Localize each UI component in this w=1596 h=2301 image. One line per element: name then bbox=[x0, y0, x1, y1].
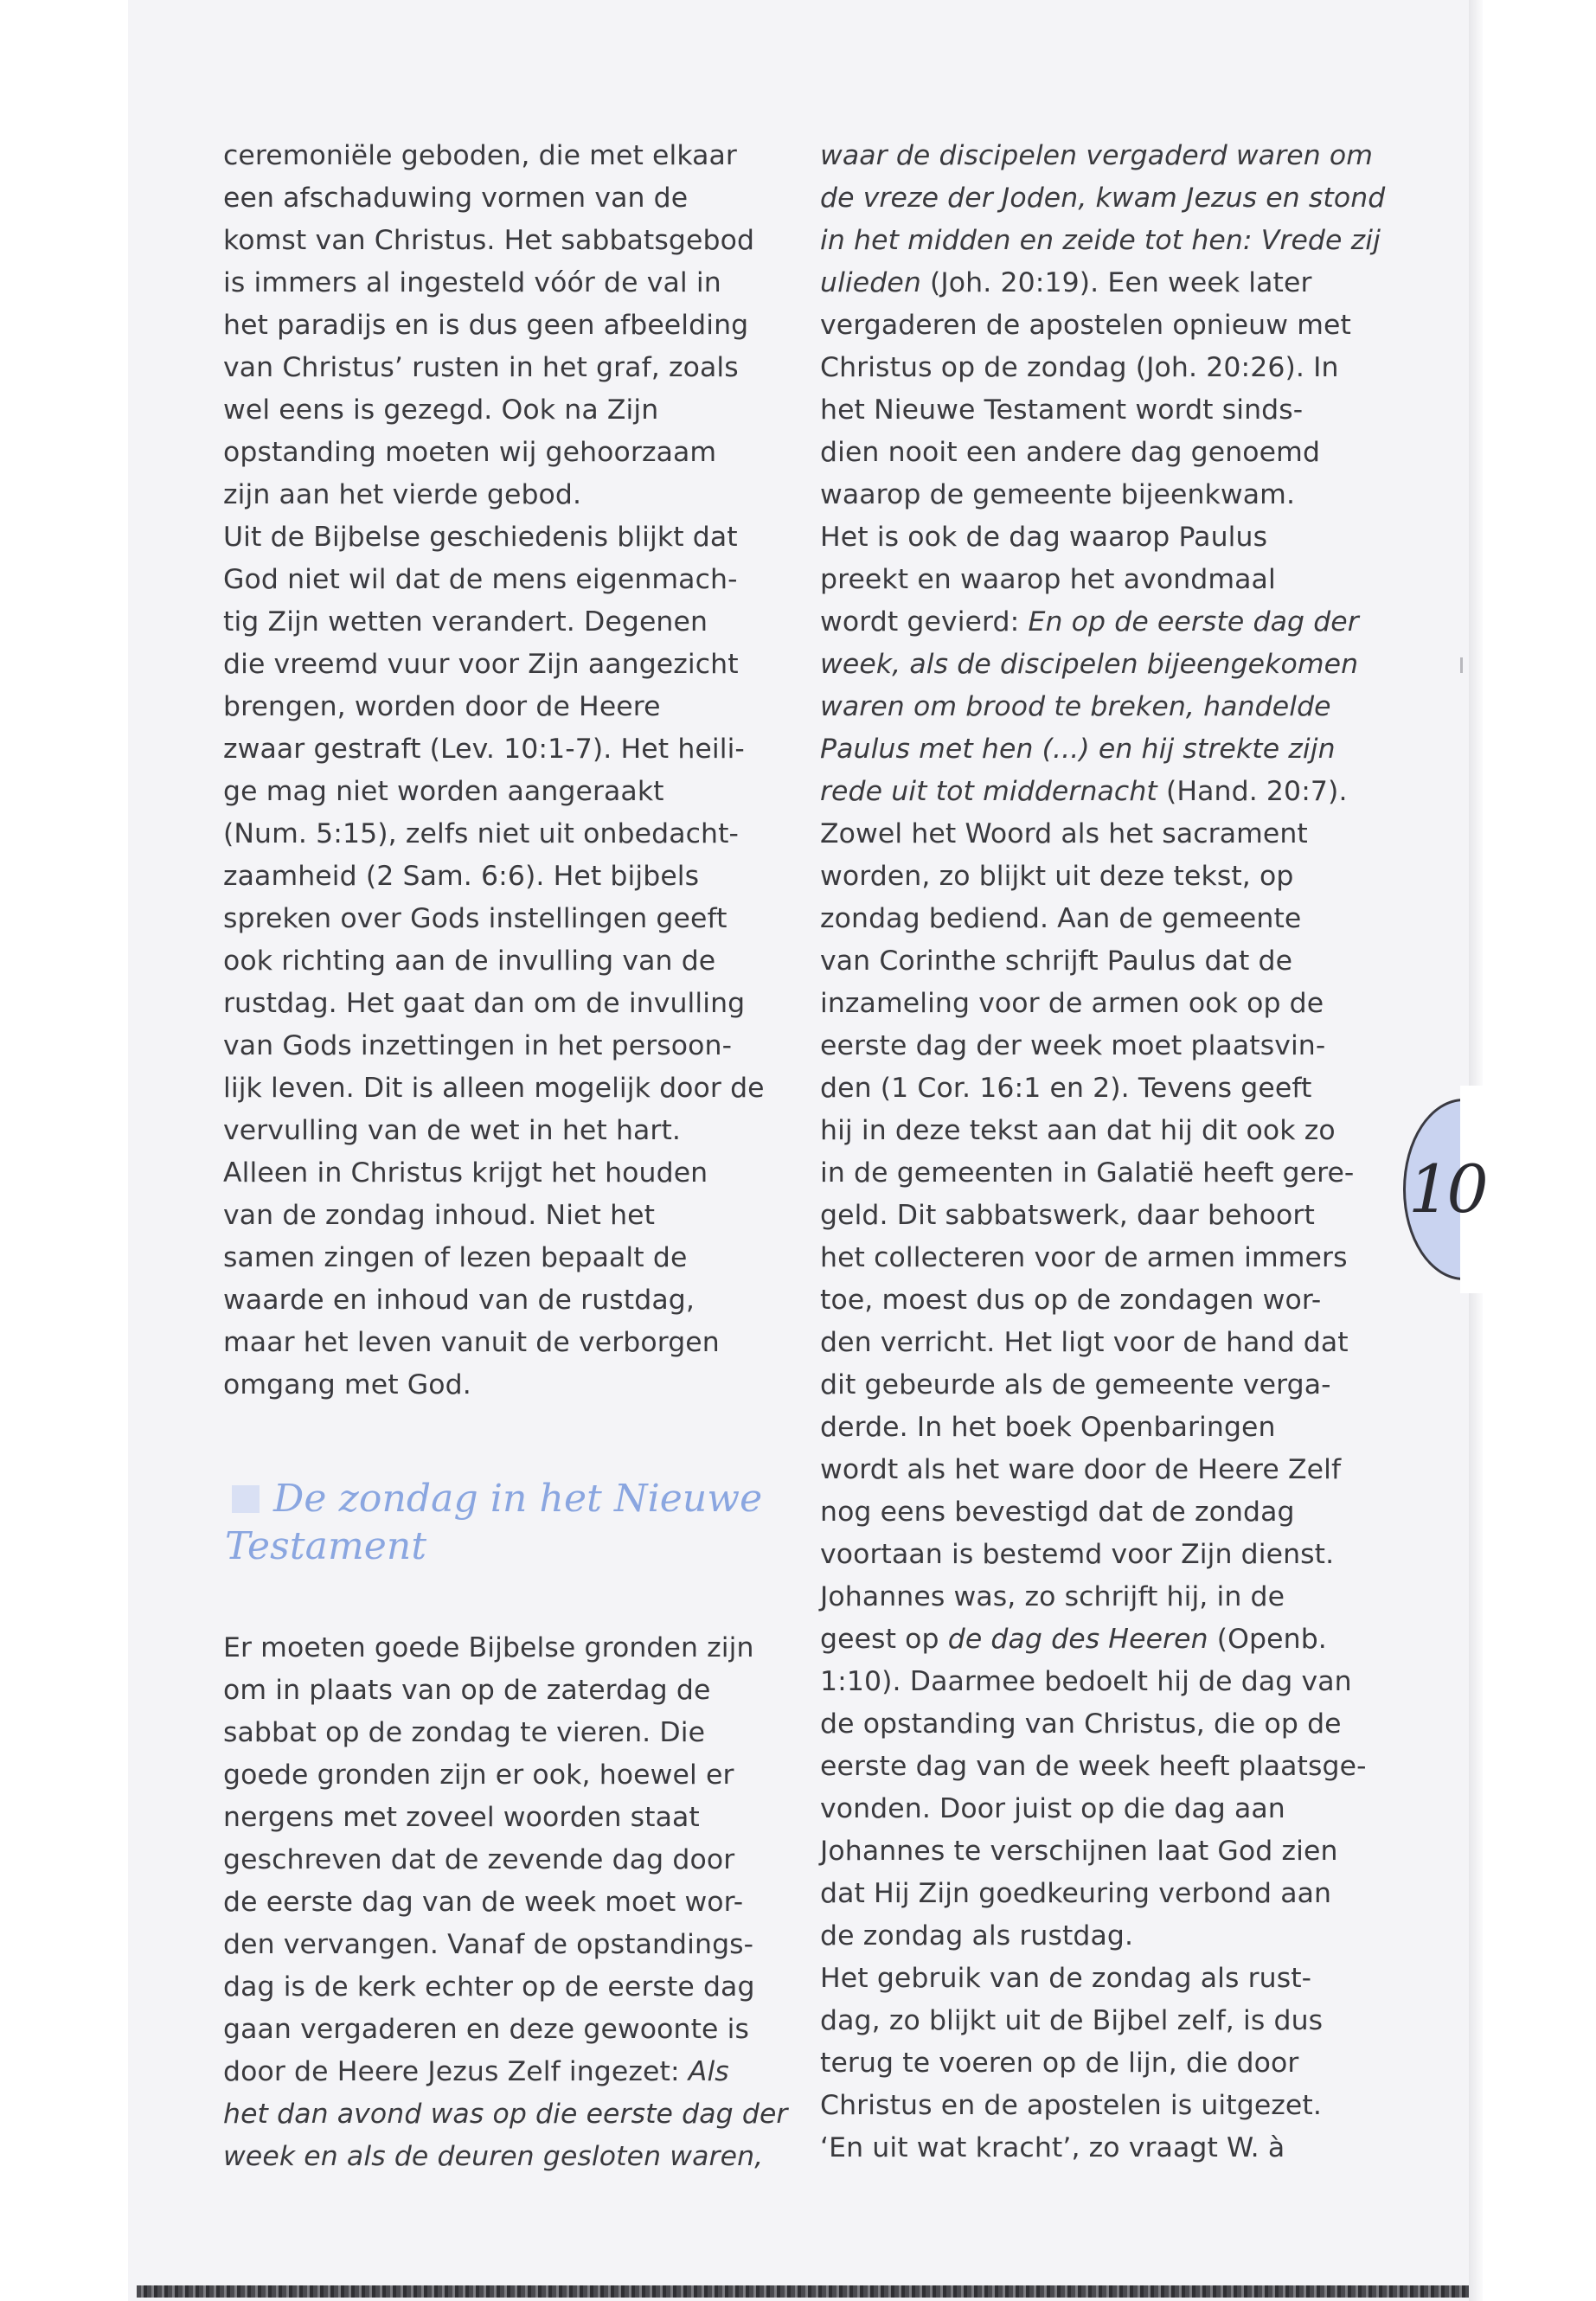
text-line: Christus en de apostelen is uitgezet. bbox=[820, 2090, 1322, 2121]
text-line: komst van Christus. Het sabbatsgebod bbox=[223, 225, 755, 256]
text-line bbox=[820, 1618, 1374, 1661]
text-line: samen zingen of lezen bepaalt de bbox=[223, 1242, 688, 1273]
heading-square-icon bbox=[232, 1485, 260, 1513]
text-line: wel eens is gezegd. Ook na Zijn bbox=[223, 394, 659, 426]
text-line bbox=[820, 771, 1374, 813]
text-line: Johannes te verschijnen laat God zien bbox=[820, 1836, 1338, 1867]
text-line: de eerste dag van de week moet wor- bbox=[223, 1887, 744, 1918]
text-line: eerste dag van de week heeft plaatsge- bbox=[820, 1751, 1367, 1782]
text-line: maar het leven vanuit de verborgen bbox=[223, 1327, 720, 1358]
text-line: den vervangen. Vanaf de opstandings- bbox=[223, 1929, 754, 1960]
italic-run: rede uit tot middernacht bbox=[820, 776, 1157, 807]
text-line: vergaderen de apostelen opnieuw met bbox=[820, 310, 1351, 341]
text-line: die vreemd vuur voor Zijn aangezicht bbox=[223, 649, 739, 680]
italic-run: Paulus met hen (...) en hij strekte zijn bbox=[820, 734, 1336, 765]
heading-line: De zondag in het Nieuwe bbox=[273, 1477, 763, 1521]
text-line: Er moeten goede Bijbelse gronden zijn bbox=[223, 1632, 754, 1663]
text-line: Zowel het Woord als het sacrament bbox=[820, 818, 1308, 849]
text-line: wordt als het ware door de Heere Zelf bbox=[820, 1454, 1342, 1485]
text-line: dat Hij Zijn goedkeuring verbond aan bbox=[820, 1878, 1332, 1909]
text-line: nergens met zoveel woorden staat bbox=[223, 1802, 700, 1833]
text-line: worden, zo blijkt uit deze tekst, op bbox=[820, 861, 1294, 892]
text-line: dit gebeurde als de gemeente verga- bbox=[820, 1369, 1331, 1400]
text-line: eerste dag der week moet plaatsvin- bbox=[820, 1030, 1326, 1061]
page-edge-mark bbox=[1460, 657, 1463, 673]
left-column bbox=[223, 135, 788, 2178]
text-line: zijn aan het vierde gebod. bbox=[223, 479, 582, 510]
text-line: dag is de kerk echter op de eerste dag bbox=[223, 1971, 755, 2003]
text-line bbox=[820, 644, 1374, 686]
italic-run: de dag des Heeren bbox=[947, 1624, 1208, 1655]
text-line: zwaar gestraft (Lev. 10:1-7). Het heili- bbox=[223, 734, 745, 765]
right-column bbox=[820, 135, 1386, 2170]
text-run: (Hand. 20:7). bbox=[1157, 776, 1348, 807]
text-line: rustdag. Het gaat dan om de invulling bbox=[223, 988, 746, 1019]
text-line: de zondag als rustdag. bbox=[820, 1920, 1134, 1952]
text-line: God niet wil dat de mens eigenmach- bbox=[223, 564, 738, 595]
text-line: van de zondag inhoud. Niet het bbox=[223, 1200, 656, 1231]
text-line: om in plaats van op de zaterdag de bbox=[223, 1675, 711, 1706]
text-line: spreken over Gods instellingen geeft bbox=[223, 903, 727, 934]
italic-run: waar de discipelen vergaderd waren om bbox=[820, 140, 1374, 171]
italic-run: de vreze der Joden, kwam Jezus en stond bbox=[820, 183, 1386, 214]
text-line: toe, moest dus op de zondagen wor- bbox=[820, 1285, 1322, 1316]
text-line bbox=[820, 262, 1374, 304]
text-line: den verricht. Het ligt voor de hand dat bbox=[820, 1327, 1349, 1358]
text-line: ‘En uit wat kracht’, zo vraagt W. à bbox=[820, 2132, 1285, 2163]
italic-run: week, als de discipelen bijeengekomen bbox=[820, 649, 1359, 680]
text-line bbox=[223, 2136, 777, 2178]
text-line: Uit de Bijbelse geschiedenis blijkt dat bbox=[223, 522, 738, 553]
italic-run: waren om brood te breken, handelde bbox=[820, 691, 1331, 722]
text-line: omgang met God. bbox=[223, 1369, 471, 1400]
text-line: gaan vergaderen en deze gewoonte is bbox=[223, 2014, 749, 2045]
text-line bbox=[223, 2093, 788, 2136]
text-line: is immers al ingesteld vóór de val in bbox=[223, 267, 721, 298]
text-line: dien nooit een andere dag genoemd bbox=[820, 437, 1321, 468]
text-line: hij in deze tekst aan dat hij dit ook zo bbox=[820, 1115, 1336, 1146]
scan-edge-strip bbox=[137, 2285, 1469, 2298]
text-line: terug te voeren op de lijn, die door bbox=[820, 2048, 1299, 2079]
text-line: Het is ook de dag waarop Paulus bbox=[820, 522, 1268, 553]
text-line: de opstanding van Christus, die op de bbox=[820, 1708, 1342, 1740]
text-line: ge mag niet worden aangeraakt bbox=[223, 776, 664, 807]
text-line bbox=[820, 686, 1374, 728]
italic-run: het dan avond was op die eerste dag der bbox=[223, 2099, 788, 2130]
text-line bbox=[820, 177, 1386, 220]
text-line: nog eens bevestigd dat de zondag bbox=[820, 1497, 1295, 1528]
text-run: wordt gevierd: bbox=[820, 606, 1029, 638]
text-line: inzameling voor de armen ook op de bbox=[820, 988, 1324, 1019]
left-paragraphs bbox=[223, 135, 777, 1407]
text-line: een afschaduwing vormen van de bbox=[223, 183, 689, 214]
text-line: zondag bediend. Aan de gemeente bbox=[820, 903, 1302, 934]
italic-run: week en als de deuren gesloten waren, bbox=[223, 2141, 764, 2172]
text-line: vonden. Door juist op die dag aan bbox=[820, 1793, 1285, 1824]
text-run: (Openb. bbox=[1208, 1624, 1327, 1655]
text-line: 1:10). Daarmee bedoelt hij de dag van bbox=[820, 1666, 1352, 1697]
text-line: ceremoniële geboden, die met elkaar bbox=[223, 140, 737, 171]
text-line bbox=[820, 135, 1374, 177]
italic-run: Als bbox=[688, 2056, 729, 2087]
italic-run: ulieden bbox=[820, 267, 921, 298]
text-line: Alleen in Christus krijgt het houden bbox=[223, 1157, 708, 1189]
text-line: geschreven dat de zevende dag door bbox=[223, 1844, 735, 1875]
italic-run: in het midden en zeide tot hen: Vrede zij bbox=[820, 225, 1381, 256]
text-line bbox=[223, 2051, 777, 2093]
text-line: Het gebruik van de zondag als rust- bbox=[820, 1963, 1312, 1994]
italic-run: En op de eerste dag der bbox=[1028, 606, 1359, 638]
text-line: ook richting aan de invulling van de bbox=[223, 945, 716, 977]
text-line: vervulling van de wet in het hart. bbox=[223, 1115, 682, 1146]
text-line: opstanding moeten wij gehoorzaam bbox=[223, 437, 717, 468]
heading-line: Testament bbox=[225, 1524, 427, 1568]
text-line: voortaan is bestemd voor Zijn dienst. bbox=[820, 1539, 1335, 1570]
text-line: lijk leven. Dit is alleen mogelijk door de bbox=[223, 1073, 765, 1104]
text-run: (Joh. 20:19). Een week later bbox=[920, 267, 1312, 298]
text-line: in de gemeenten in Galatië heeft gere- bbox=[820, 1157, 1355, 1189]
text-line: goede gronden zijn er ook, hoewel er bbox=[223, 1759, 734, 1791]
text-run: door de Heere Jezus Zelf ingezet: bbox=[223, 2056, 680, 2087]
text-line: van Gods inzettingen in het persoon- bbox=[223, 1030, 733, 1061]
text-line: geld. Dit sabbatswerk, daar behoort bbox=[820, 1200, 1315, 1231]
text-run: geest op bbox=[820, 1624, 948, 1655]
text-line: van Christus’ rusten in het graf, zoals bbox=[223, 352, 739, 383]
section-heading bbox=[223, 1475, 777, 1575]
text-line: (Num. 5:15), zelfs niet uit onbedacht- bbox=[223, 818, 740, 849]
text-line: derde. In het boek Openbaringen bbox=[820, 1412, 1276, 1443]
text-line: waarop de gemeente bijeenkwam. bbox=[820, 479, 1296, 510]
text-line: tig Zijn wetten verandert. Degenen bbox=[223, 606, 708, 638]
text-line: waarde en inhoud van de rustdag, bbox=[223, 1285, 695, 1316]
text-line bbox=[820, 220, 1381, 262]
text-line: brengen, worden door de Heere bbox=[223, 691, 661, 722]
chapter-tab-number: 10 bbox=[1408, 1150, 1485, 1227]
text-line: sabbat op de zondag te vieren. Die bbox=[223, 1717, 706, 1748]
text-line bbox=[820, 728, 1374, 771]
left-paragraphs-after bbox=[223, 1627, 788, 2178]
text-line: dag, zo blijkt uit de Bijbel zelf, is dus bbox=[820, 2005, 1324, 2036]
text-line bbox=[820, 601, 1374, 644]
text-line: preekt en waarop het avondmaal bbox=[820, 564, 1276, 595]
text-line: van Corinthe schrijft Paulus dat de bbox=[820, 945, 1293, 977]
text-line: het Nieuwe Testament wordt sinds- bbox=[820, 394, 1304, 426]
text-line: Johannes was, zo schrijft hij, in de bbox=[820, 1581, 1285, 1612]
text-line: Christus op de zondag (Joh. 20:26). In bbox=[820, 352, 1339, 383]
text-line: zaamheid (2 Sam. 6:6). Het bijbels bbox=[223, 861, 700, 892]
text-line: het collecteren voor de armen immers bbox=[820, 1242, 1348, 1273]
text-line: den (1 Cor. 16:1 en 2). Tevens geeft bbox=[820, 1073, 1312, 1104]
text-line: het paradijs en is dus geen afbeelding bbox=[223, 310, 749, 341]
